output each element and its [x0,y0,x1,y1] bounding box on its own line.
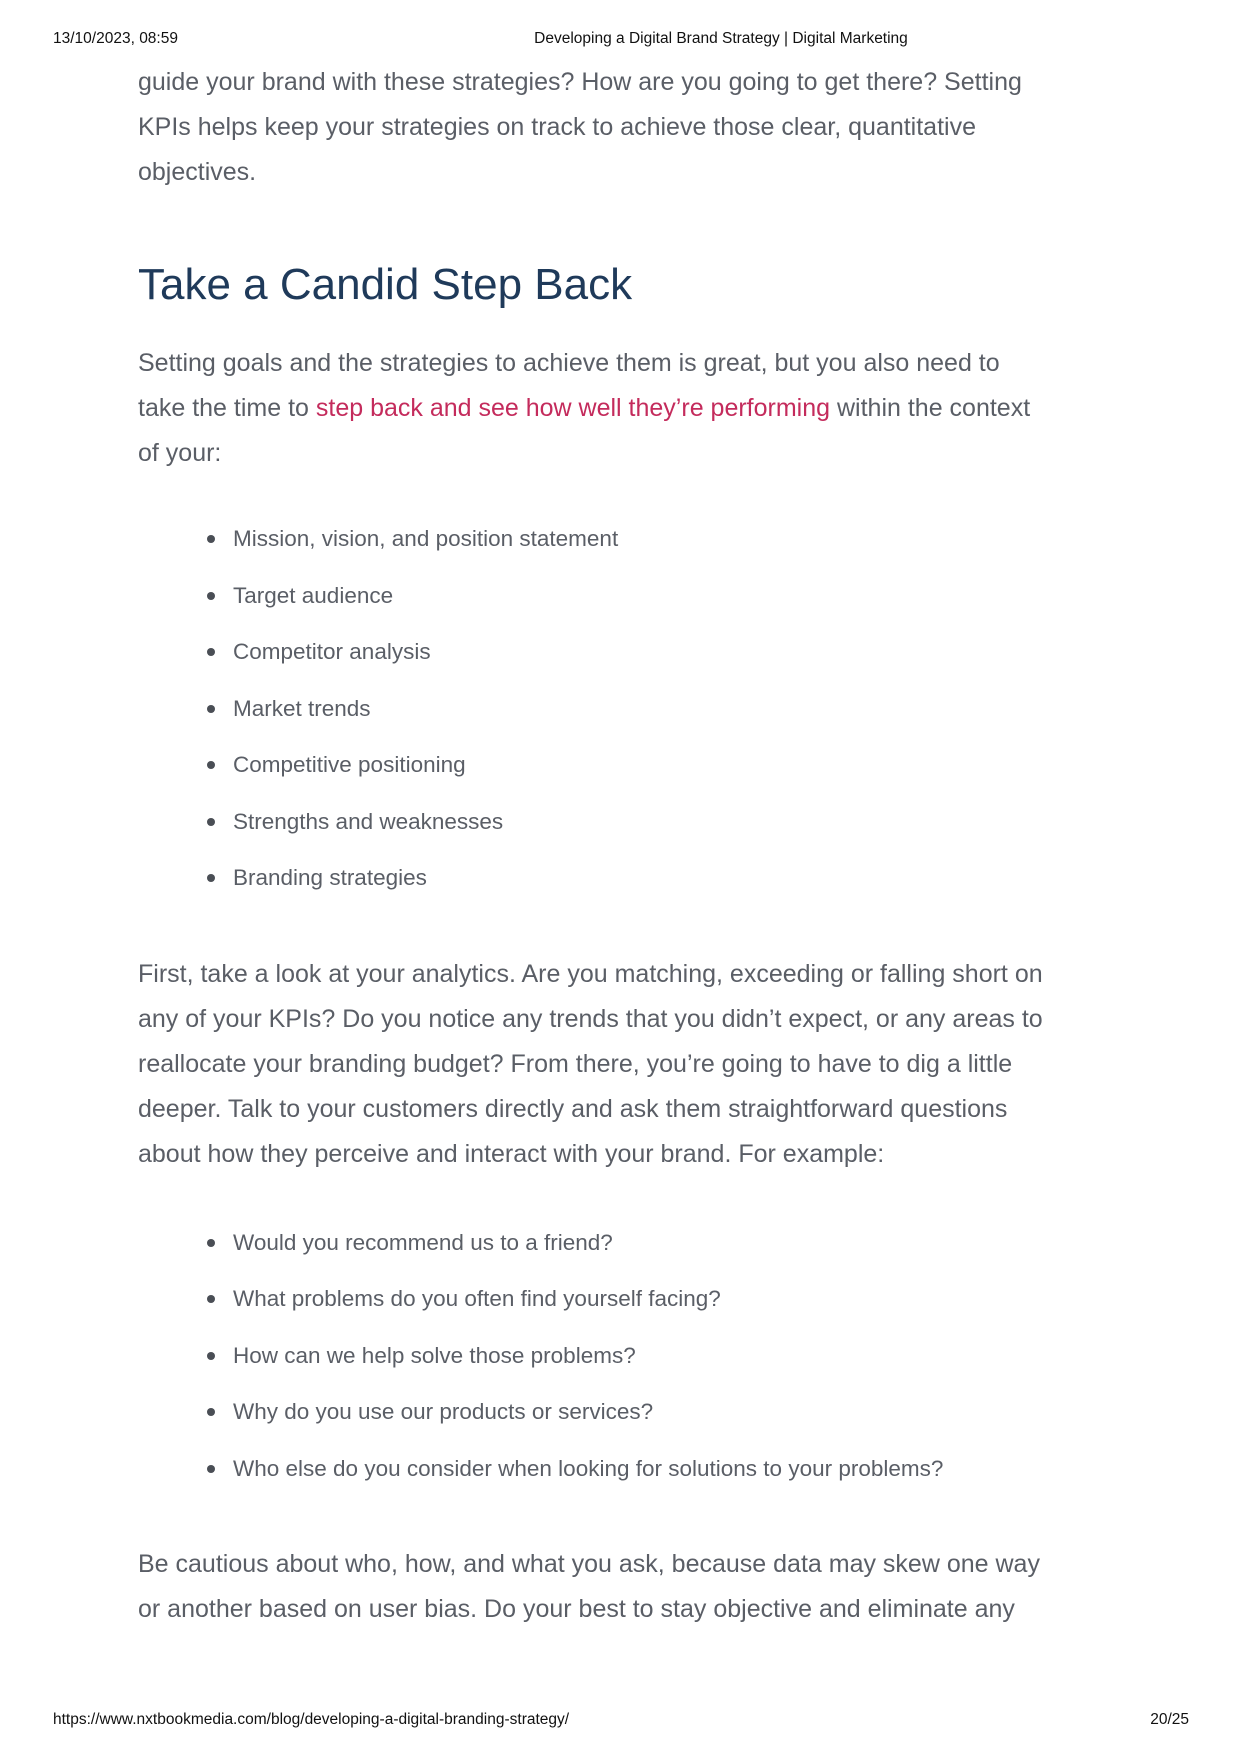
list-item: Competitive positioning [233,737,1108,794]
step-back-link[interactable]: step back and see how well they’re performing [315,394,831,422]
analytics-line-2: any of your KPIs? Do you notice any trends that you didn’t expect, or any areas to [138,1004,1043,1033]
caution-line-1: Be cautious about who, how, and what you ask, because data may skew one way [138,1550,1040,1578]
analytics-line-4: deeper. Talk to your customers directly and ask them straightforward questions [138,1094,1008,1123]
bullet-icon [207,648,215,656]
list-item: Market trends [233,681,1108,738]
bullet-icon [207,761,215,769]
bullet-icon [207,1239,215,1247]
analytics-line-3: reallocate your branding budget? From there, you’re going to have to dig a little [138,1049,1013,1078]
section-heading: Take a Candid Step Back [138,260,633,309]
print-header-title: Developing a Digital Brand Strategy | Digital Marketing [534,30,908,47]
step-back-line-3: of your: [138,439,222,467]
print-footer-page-number: 20/25 [1150,1711,1189,1728]
list-item: Target audience [233,568,1108,625]
list-item: How can we help solve those problems? [233,1328,1108,1385]
intro-line-1: guide your brand with these strategies? How are you going to get there? Setting [138,68,1022,96]
caution-paragraph [138,1542,1108,1632]
list-item: Mission, vision, and position statement [233,511,1108,568]
bullet-icon [207,535,215,543]
bullet-icon [207,874,215,882]
bullet-icon [207,592,215,600]
list-item: Strengths and weaknesses [233,794,1108,851]
bullet-icon [207,818,215,826]
list-item: What problems do you often find yourself facing? [233,1271,1108,1328]
bullet-icon [207,1295,215,1303]
step-back-line-2-after: within the context [830,394,1031,422]
analytics-line-1: First, take a look at your analytics. Are you matching, exceeding or falling short on [138,959,1043,988]
print-footer-url: https://www.nxtbookmedia.com/blog/developing-a-digital-branding-strategy/ [53,1711,570,1728]
list-item: Would you recommend us to a friend? [233,1215,1108,1272]
step-back-line-2-before: take the time to [138,394,316,422]
bullet-icon [207,1465,215,1473]
questions-list [138,1215,1108,1498]
analytics-line-5: about how they perceive and interact with your brand. For example: [138,1139,885,1168]
bullet-icon [207,1408,215,1416]
analytics-paragraph [138,952,1108,1177]
print-header-datetime: 13/10/2023, 08:59 [53,30,178,47]
bullet-icon [207,705,215,713]
list-item: Branding strategies [233,850,1108,907]
context-list [138,511,1108,907]
article-content [138,60,1108,1632]
intro-line-2: KPIs helps keep your strategies on track to achieve those clear, quantitative [138,113,976,141]
intro-paragraph [138,60,1108,195]
step-back-line-1: Setting goals and the strategies to achieve them is great, but you also need to [138,349,1000,377]
bullet-icon [207,1352,215,1360]
intro-line-3: objectives. [138,158,257,186]
caution-line-2: or another based on user bias. Do your best to stay objective and eliminate any [138,1595,1015,1623]
list-item: Who else do you consider when looking for solutions to your problems? [233,1441,1108,1498]
step-back-paragraph [138,341,1108,476]
list-item: Why do you use our products or services? [233,1384,1108,1441]
list-item: Competitor analysis [233,624,1108,681]
